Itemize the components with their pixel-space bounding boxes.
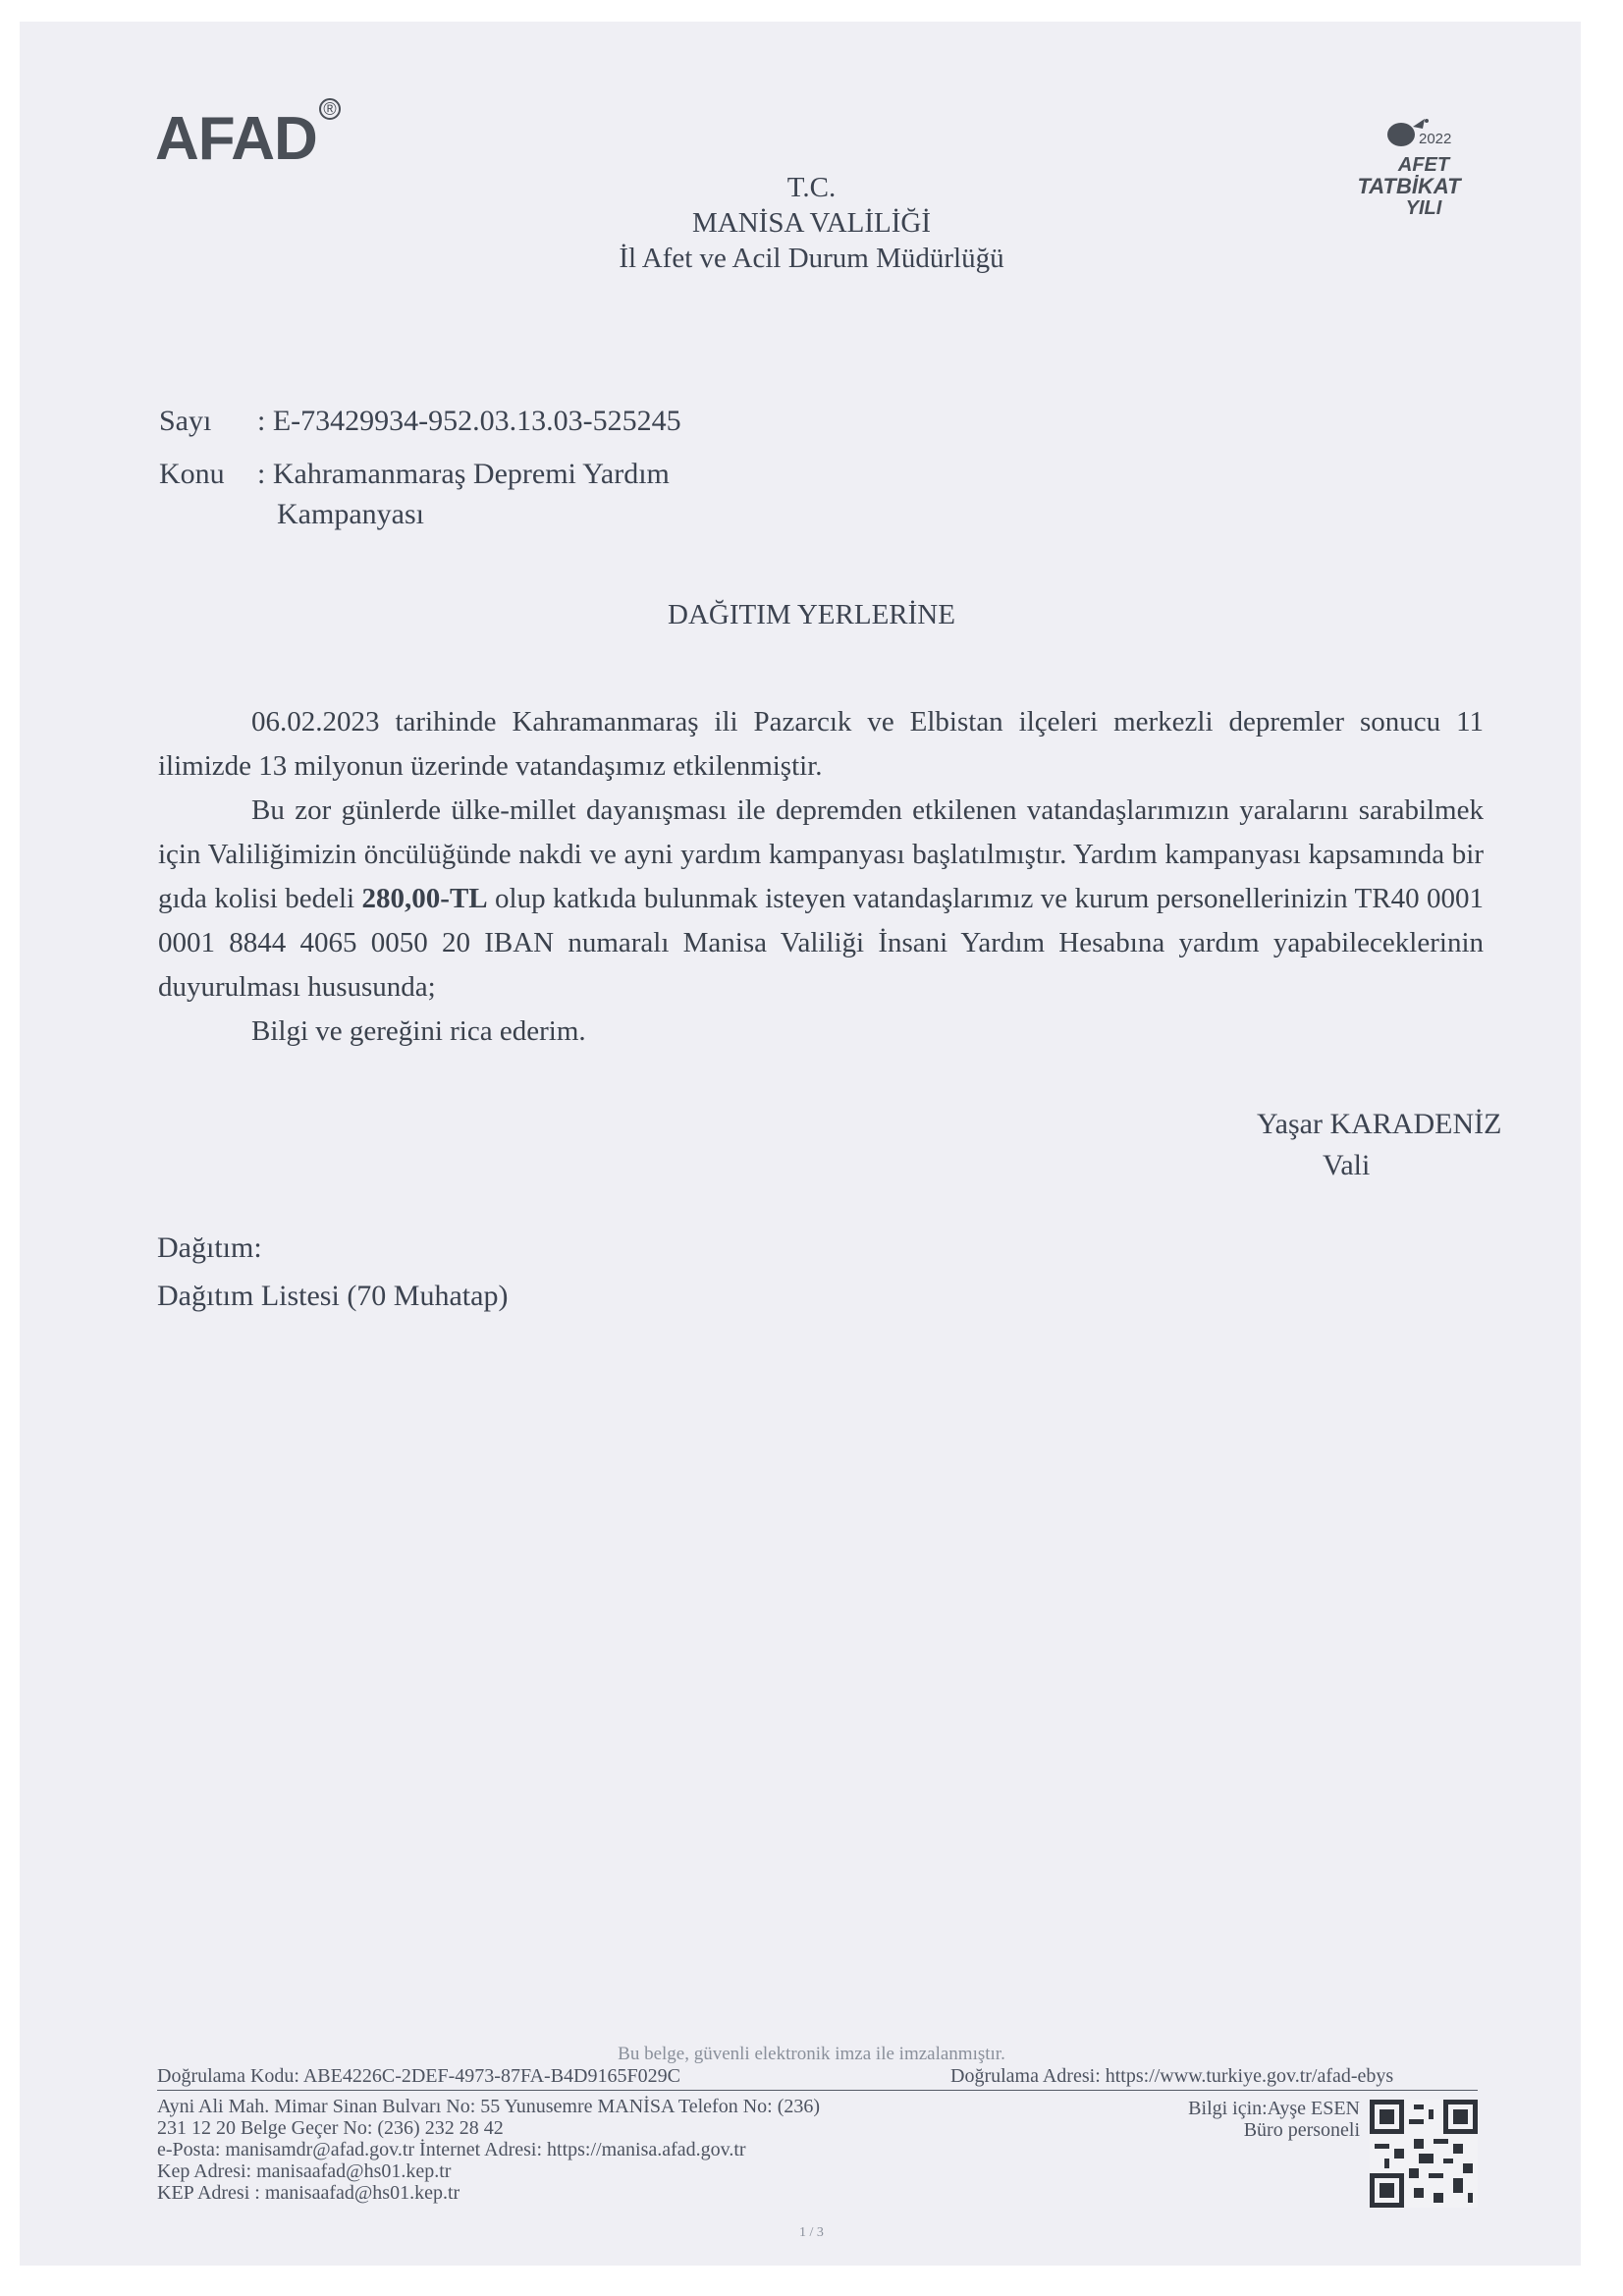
paragraph-1: 06.02.2023 tarihinde Kahramanmaraş ili Pazarcık ve Elbistan ilçeleri merkezli depremler sonucu 11 ilimizde 13 milyonun üzerinde vatandaşımız etkilenmiştir. [158,706,1484,782]
contact-info [1149,2098,1360,2141]
distribution-list: Dağıtım Listesi (70 Muhatap) [157,1280,509,1312]
document-page [20,22,1581,2266]
address-line-3: e-Posta: manisamdr@afad.gov.tr İnternet Adresi: https://manisa.afad.gov.tr [157,2139,746,2160]
verify-address[interactable]: Doğrulama Adresi: https://www.turkiye.gov.tr/afad-ebys [950,2065,1394,2087]
konu-value: : Kahramanmaraş Depremi Yardım [257,458,670,490]
signer-name: Yaşar KARADENİZ [1257,1108,1502,1140]
address-line-1: Ayni Ali Mah. Mimar Sinan Bulvarı No: 55 Yunusemre MANİSA Telefon No: (236) [157,2096,821,2117]
address-line-5: KEP Adresi : manisaafad@hs01.kep.tr [157,2182,460,2204]
address-block [157,2096,820,2204]
badge-line3: YILI [1405,197,1442,219]
paragraph-2-text: Bu zor günlerde ülke-millet dayanışması ile depremden etkilenen vatandaşlarımızın yaralarını sarabilmek için Valiliğimizin öncülüğünde nakdi ve ayni yardım kampanyası başlatılmıştır. Yardım kampanyası kapsamında bir gıda kolisi bedeli [158,794,1484,914]
konu-value-continued: Kampanyası [277,498,424,530]
sayi-label: Sayı [159,405,212,437]
verify-code: Doğrulama Kodu: ABE4226C-2DEF-4973-87FA-B4D9165F029C [157,2065,680,2087]
registered-mark: ® [319,98,341,120]
header-valilik: MANİSA VALİLİĞİ [691,207,932,239]
recipient: DAĞITIM YERLERİNE [668,599,955,630]
badge-line2: TATBİKAT [1357,174,1461,198]
body-text [158,700,1484,1054]
footer-divider [157,2090,1478,2091]
qr-code-icon [1370,2100,1478,2208]
paragraph-3: Bilgi ve gereğini rica ederim. [251,1015,586,1047]
badge-year: 2022 [1419,131,1452,147]
signer-title: Vali [1323,1149,1371,1181]
paragraph-2-text-end: olup katkıda bulunmak isteyen vatandaşlarımız ve kurum personellerinizin TR40 0001 0001 8844 4065 0050 20 IBAN numaralı Manisa Valiliği İnsani Yardım Hesabına yardım yapabileceklerinin duyurulması hususunda; [158,883,1485,1003]
paragraph-2 [158,789,1484,1010]
esign-note: Bu belge, güvenli elektronik imza ile imzalanmıştır. [618,2044,1005,2064]
page-number: 1 / 3 [799,2225,824,2240]
afad-logo: AFAD [155,105,317,173]
distribution-label: Dağıtım: [157,1231,262,1264]
header-mudurluk: İl Afet ve Acil Durum Müdürlüğü [619,243,1004,274]
contact-name: Bilgi için:Ayşe ESEN [1188,2098,1360,2119]
amount: 280,00-TL [361,883,488,914]
konu-label: Konu [159,458,225,490]
address-line-4: Kep Adresi: manisaafad@hs01.kep.tr [157,2160,452,2182]
sayi-value: : E-73429934-952.03.13.03-525245 [257,405,681,437]
header-tc: T.C. [786,172,837,203]
contact-role: Büro personeli [1243,2119,1360,2141]
address-line-2: 231 12 20 Belge Geçer No: (236) 232 28 42 [157,2117,504,2139]
badge-line1: AFET [1397,154,1450,176]
